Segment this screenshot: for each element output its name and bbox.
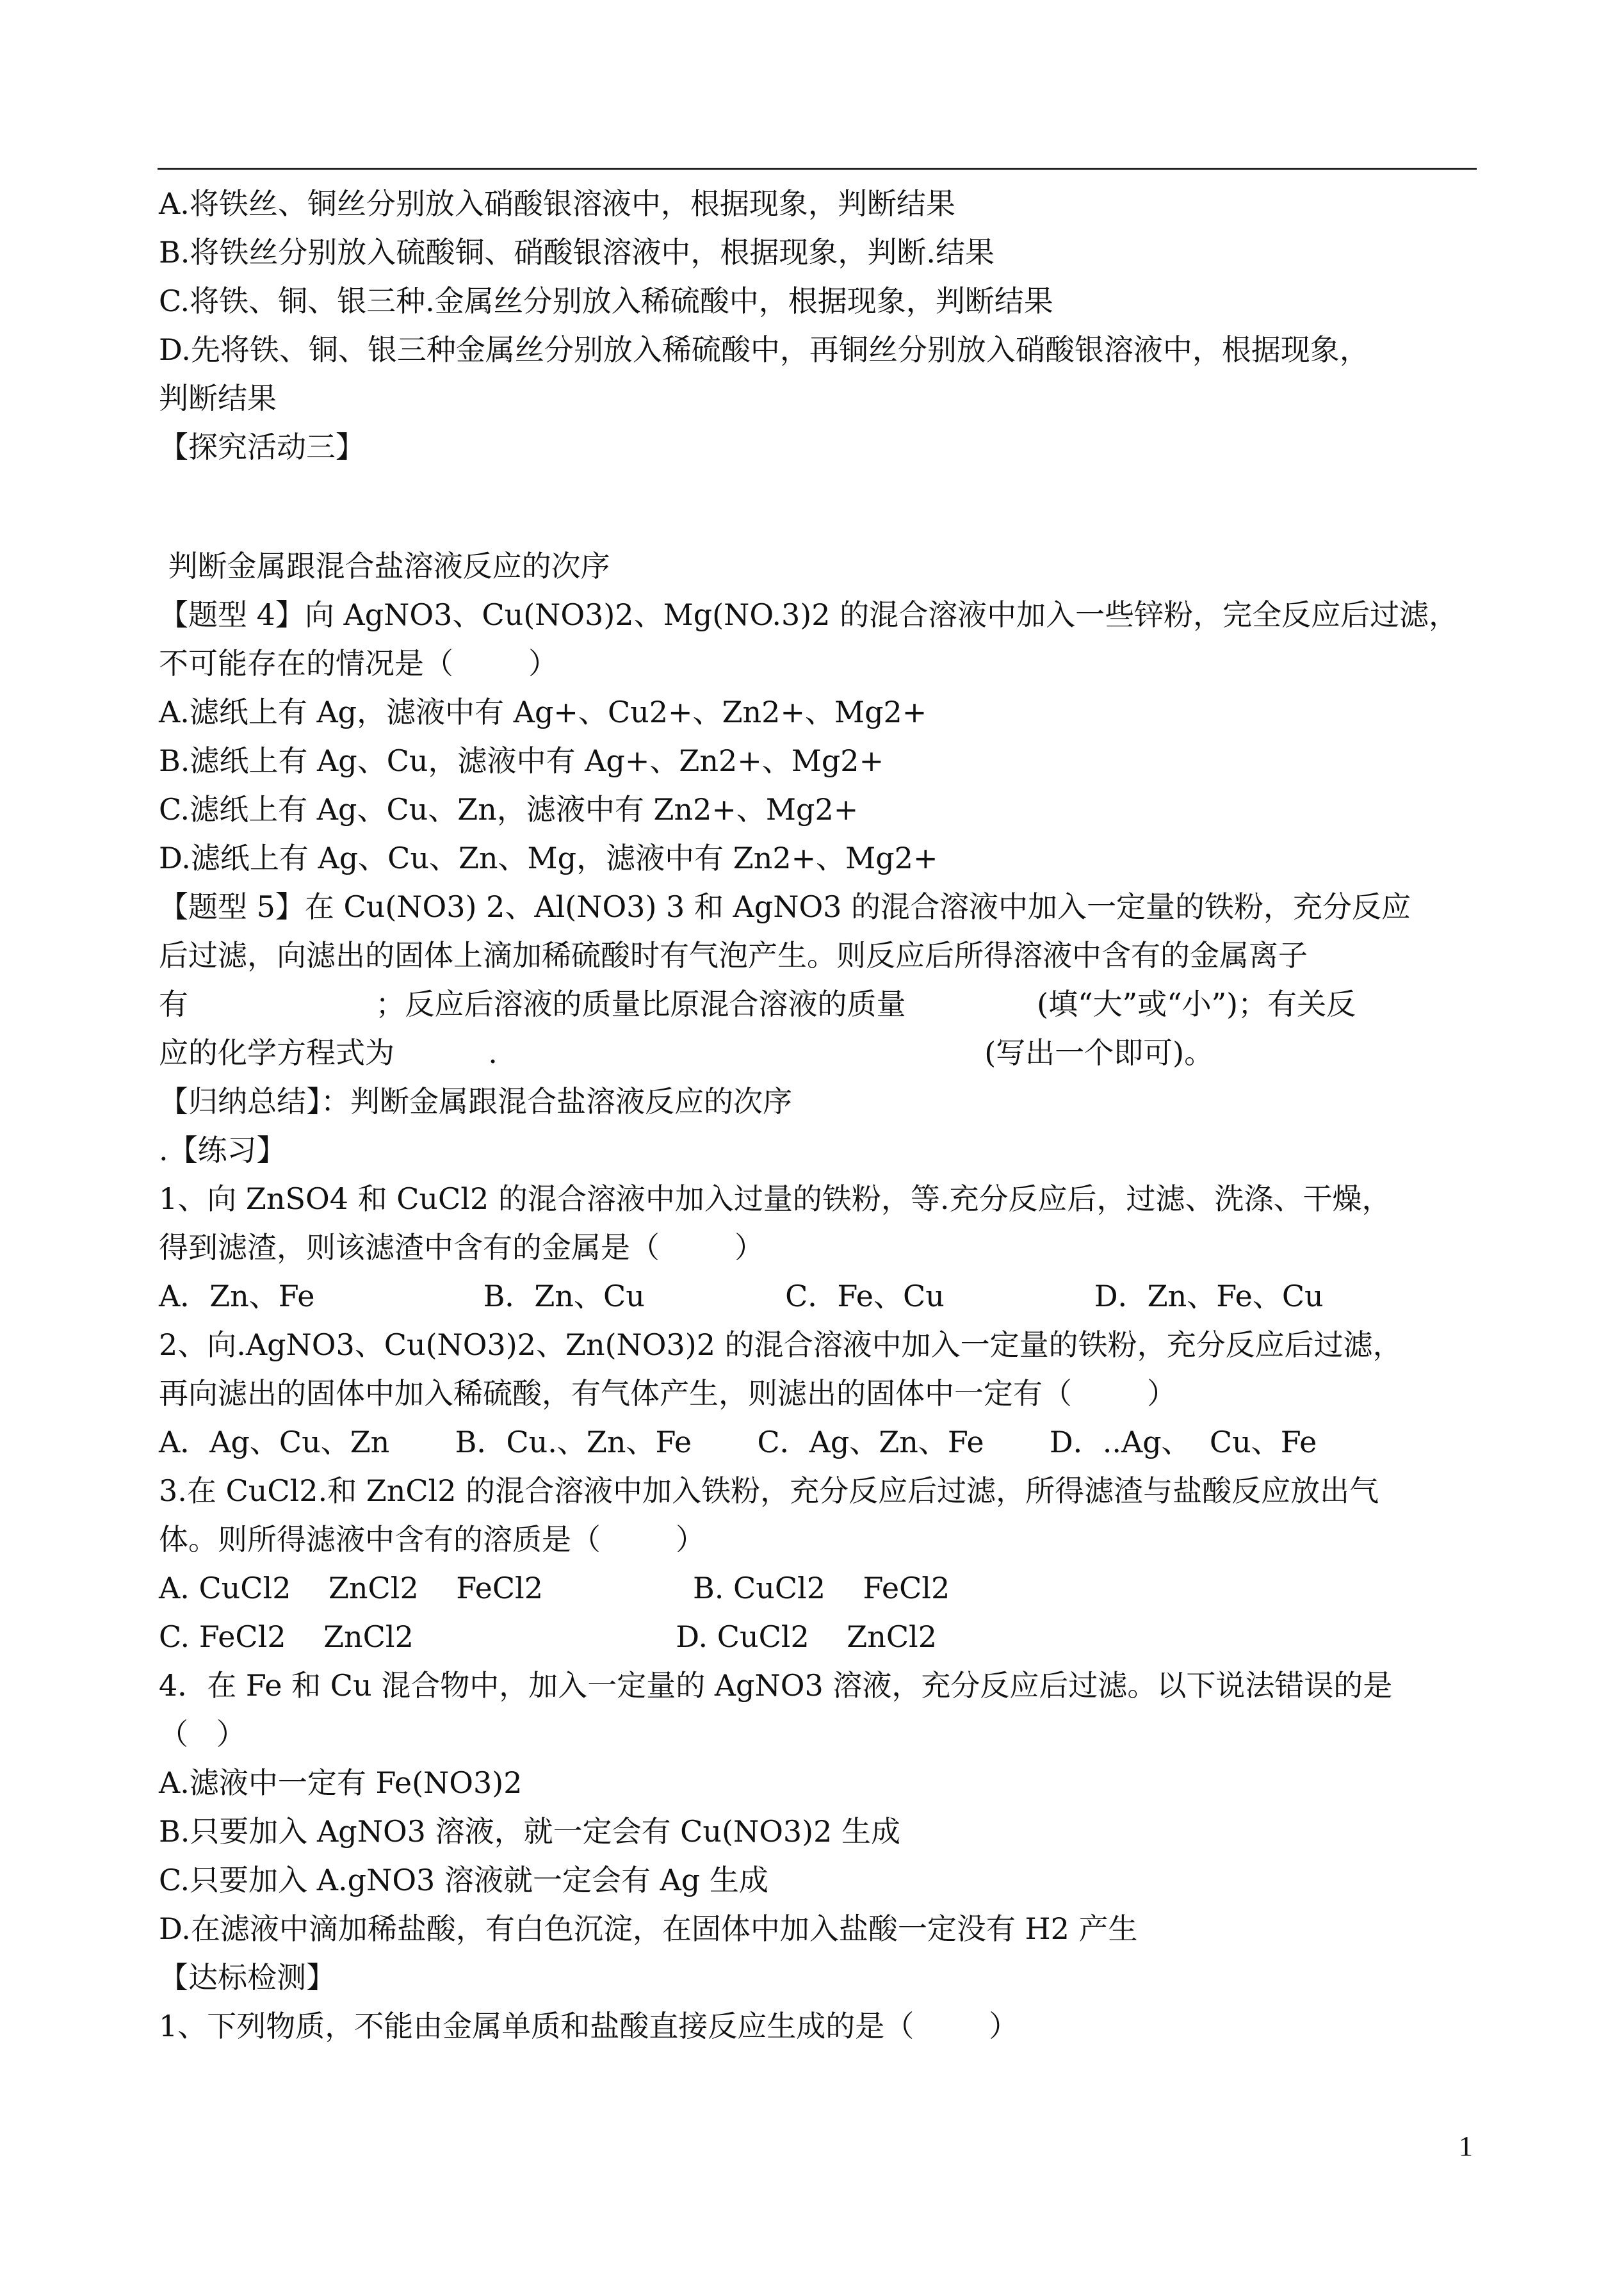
question-text: 不可能存在的情况是（ ） — [159, 646, 558, 681]
document-page — [159, 179, 1484, 2050]
option-line: A.滤纸上有 Ag，滤液中有 Ag+、Cu2+、Zn2+、Mg2+ — [159, 695, 927, 729]
option-line: A.滤液中一定有 Fe(NO3)2 — [159, 1765, 523, 1800]
blank-space — [159, 471, 1484, 542]
question-text: 再向滤出的固体中加入稀硫酸，有气体产生，则滤出的固体中一定有（ ） — [159, 1376, 1176, 1411]
section-heading: 【探究活动三】 — [159, 430, 365, 464]
section-heading: 【归纳总结】：判断金属跟混合盐溶液反应的次序 — [159, 1084, 792, 1119]
question-text: 应的化学方程式为 . (写出一个即可)。 — [159, 1035, 1214, 1070]
page-number: 1 — [1459, 2130, 1473, 2162]
section-heading: 【达标检测】 — [159, 1960, 336, 1995]
question-text: 【题型 4】向 AgNO3、Cu(NO3)2、Mg(NO.3)2 的混合溶液中加入一些锌粉，完全反应后过滤， — [159, 597, 1459, 632]
header-rule — [158, 168, 1477, 170]
option-line: D.滤纸上有 Ag、Cu、Zn、Mg，滤液中有 Zn2+、Mg2+ — [159, 841, 938, 875]
question-text: 1、下列物质，不能由金属单质和盐酸直接反应生成的是（ ） — [159, 2009, 1019, 2043]
text-line: B.将铁丝分别放入硫酸铜、硝酸银溶液中，根据现象，判断.结果 — [159, 235, 995, 270]
question-text: 后过滤，向滤出的固体上滴加稀硫酸时有气泡产生。则反应后所得溶液中含有的金属离子 — [159, 938, 1308, 973]
question-text: 体。则所得滤液中含有的溶质是（ ） — [159, 1522, 705, 1557]
section-heading: .【练习】 — [159, 1133, 286, 1167]
option-line: A．Zn、Fe B．Zn、Cu C．Fe、Cu D．Zn、Fe、Cu — [159, 1279, 1324, 1313]
question-text: 2、向.AgNO3、Cu(NO3)2、Zn(NO3)2 的混合溶液中加入一定量的铁粉，充分反应后过滤， — [159, 1327, 1402, 1362]
option-line: B.滤纸上有 Ag、Cu，滤液中有 Ag+、Zn2+、Mg2+ — [159, 743, 884, 778]
option-line: C.滤纸上有 Ag、Cu、Zn，滤液中有 Zn2+、Mg2+ — [159, 792, 859, 827]
option-line: D.在滤液中滴加稀盐酸，有白色沉淀，在固体中加入盐酸一定没有 H2 产生 — [159, 1911, 1138, 1946]
text-line: C.将铁、铜、银三种.金属丝分别放入稀硫酸中，根据现象，判断结果 — [159, 284, 1053, 318]
text-line: A.将铁丝、铜丝分别放入硝酸银溶液中，根据现象，判断结果 — [159, 186, 955, 221]
text-line: D.先将铁、铜、银三种金属丝分别放入稀硫酸中，再铜丝分别放入硝酸银溶液中，根据现象， — [159, 332, 1369, 367]
subheading: 判断金属跟混合盐溶液反应的次序 — [159, 549, 610, 583]
question-text: 得到滤渣，则该滤渣中含有的金属是（ ） — [159, 1230, 764, 1265]
option-line: A．Ag、Cu、Zn B．Cu.、Zn、Fe C．Ag、Zn、Fe D．..Ag、 Cu、Fe — [159, 1425, 1317, 1459]
option-line: C.只要加入 A.gNO3 溶液就一定会有 Ag 生成 — [159, 1863, 768, 1897]
text-line: 判断结果 — [159, 381, 277, 416]
question-text: 【题型 5】在 Cu(NO3) 2、Al(NO3) 3 和 AgNO3 的混合溶液中加入一定量的铁粉，充分反应 — [159, 889, 1411, 924]
option-line: A. CuCl2 ZnCl2 FeCl2 B. CuCl2 FeCl2 — [159, 1571, 950, 1605]
option-line: C. FeCl2 ZnCl2 D. CuCl2 ZnCl2 — [159, 1619, 938, 1654]
question-text: 3.在 CuCl2.和 ZnCl2 的混合溶液中加入铁粉，充分反应后过滤，所得滤渣与盐酸反应放出气 — [159, 1473, 1379, 1508]
question-text: 有 ；反应后溶液的质量比原混合溶液的质量 (填“大”或“小”)；有关反 — [159, 987, 1356, 1021]
question-text: （ ） — [159, 1717, 246, 1751]
option-line: B.只要加入 AgNO3 溶液，就一定会有 Cu(NO3)2 生成 — [159, 1814, 901, 1849]
question-text: 4．在 Fe 和 Cu 混合物中，加入一定量的 AgNO3 溶液，充分反应后过滤。以下说法错误的是 — [159, 1668, 1393, 1703]
question-text: 1、向 ZnSO4 和 CuCl2 的混合溶液中加入过量的铁粉，等.充分反应后，过滤、洗涤、干燥， — [159, 1181, 1392, 1216]
